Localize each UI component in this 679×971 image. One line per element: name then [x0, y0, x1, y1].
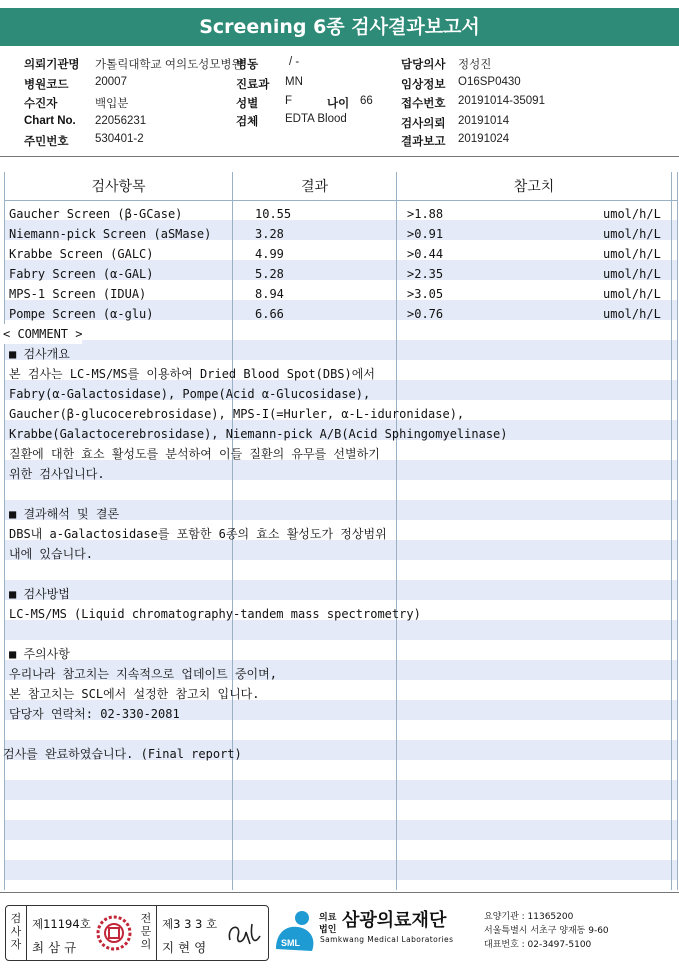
- comment-line: ■ 검사방법: [9, 587, 70, 601]
- row-ref: >0.76: [407, 307, 444, 321]
- row-item: Fabry Screen (α-GAL): [9, 267, 154, 281]
- table-row: [9, 204, 182, 224]
- logo-text: SML: [281, 938, 300, 948]
- table-row: [9, 304, 154, 324]
- sex-label: 성별: [236, 98, 259, 110]
- final-report-line: 검사를 완료하였습니다. (Final report): [3, 747, 242, 761]
- request-label: 검사의뢰: [401, 118, 446, 130]
- patient-value: 백입분: [95, 98, 129, 110]
- comment-line: ■ 주의사항: [9, 647, 70, 661]
- row-stripe: [5, 840, 677, 860]
- sml-logo-icon: [272, 909, 320, 955]
- comment-line: LC-MS/MS (Liquid chromatography-tandem mass spectrometry): [9, 607, 421, 621]
- chart-value: 22056231: [95, 115, 147, 127]
- row-unit: umol/h/L: [603, 307, 661, 321]
- comment-line: Gaucher(β-glucocerebrosidase), MPS-I(=Hurler, α-L-iduronidase),: [9, 407, 465, 421]
- comment-line: ■ 결과해석 및 결론: [9, 507, 120, 521]
- role1-char: 검: [10, 912, 22, 925]
- header-row-divider: [5, 200, 677, 201]
- sex-value: F: [285, 95, 293, 107]
- doctor-label: 담당의사: [401, 59, 446, 71]
- row-result: 6.66: [255, 307, 284, 321]
- role2-char: 의: [140, 938, 152, 951]
- row-stripe: [5, 640, 677, 660]
- row-result: 8.94: [255, 287, 284, 301]
- name1: 최 삼 규: [32, 940, 77, 955]
- row-ref: >0.44: [407, 247, 444, 261]
- accession-label: 접수번호: [401, 98, 446, 110]
- org-name: 삼광의료재단: [342, 910, 447, 931]
- col-header-item: 검사항목: [91, 179, 146, 195]
- comment-line: 본 검사는 LC-MS/MS를 이용하여 Dried Blood Spot(DBS)에서: [9, 367, 375, 381]
- role1-char: 사: [10, 925, 22, 938]
- role1-label: [9, 912, 23, 951]
- comment-line: 내에 있습니다.: [9, 547, 94, 561]
- row-stripe: [5, 780, 677, 800]
- role2-char: 전: [140, 912, 152, 925]
- comment-line: Fabry(α-Galactosidase), Pompe(Acid α-Glucosidase),: [9, 387, 371, 401]
- org-phone: 대표번호 : 02-3497-5100: [484, 940, 592, 950]
- row-ref: >2.35: [407, 267, 444, 281]
- id-value: 530401-2: [95, 133, 144, 145]
- row-stripe: [5, 860, 677, 880]
- chart-label: Chart No.: [24, 115, 76, 127]
- divider: [26, 906, 27, 960]
- comment-line: 본 참고치는 SCL에서 설정한 참고치 입니다.: [9, 687, 260, 701]
- clinical-label: 임상정보: [401, 79, 446, 91]
- age-label: 나이: [327, 98, 350, 110]
- row-item: Gaucher Screen (β-GCase): [9, 207, 183, 221]
- row-unit: umol/h/L: [603, 247, 661, 261]
- row-unit: umol/h/L: [603, 287, 661, 301]
- hospital-value: 가톨릭대학교 여의도성모병원: [95, 59, 243, 71]
- header-divider: [0, 156, 679, 157]
- report-date-value: 20191024: [458, 133, 510, 145]
- role2-char: 문: [140, 925, 152, 938]
- institution-code: 요양기관 : 11365200: [484, 912, 574, 922]
- report-title: Screening 6종 검사결과보고서: [0, 8, 679, 46]
- role1-char: 자: [10, 938, 22, 951]
- row-ref: >1.88: [407, 207, 444, 221]
- row-unit: umol/h/L: [603, 267, 661, 281]
- comment-line: ■ 검사개요: [9, 347, 70, 361]
- name2: 지 현 영: [162, 940, 207, 955]
- seal-stamp-icon: [96, 915, 132, 951]
- row-item: Krabbe Screen (GALC): [9, 247, 154, 261]
- row-unit: umol/h/L: [603, 207, 661, 221]
- signature-box: [5, 905, 269, 961]
- comment-line: 질환에 대한 효소 활성도를 분석하여 이들 질환의 유무를 선별하기: [9, 447, 380, 461]
- ward-label: 병동: [236, 59, 259, 71]
- license2: 제3 3 3 호: [162, 917, 218, 931]
- row-ref: >0.91: [407, 227, 444, 241]
- specimen-value: EDTA Blood: [285, 113, 347, 125]
- row-result: 5.28: [255, 267, 284, 281]
- row-stripe: [5, 800, 677, 820]
- patient-label: 수진자: [24, 98, 58, 110]
- row-result: 4.99: [255, 247, 284, 261]
- col-header-result: 결과: [300, 179, 329, 195]
- comment-line: 우리나라 참고치는 지속적으로 업데이트 중이며,: [9, 667, 277, 681]
- dept-label: 진료과: [236, 79, 270, 91]
- org-address: 서울특별시 서초구 양재동 9-60: [484, 926, 609, 936]
- org-name-en: Samkwang Medical Laboratories: [320, 935, 454, 944]
- comment-line: Krabbe(Galactocerebrosidase), Niemann-pick A/B(Acid Sphingomyelinase): [9, 427, 508, 441]
- row-stripe: [5, 820, 677, 840]
- footer: [0, 897, 679, 971]
- org-prefix-bottom: 법인: [319, 925, 337, 935]
- row-item: MPS-1 Screen (IDUA): [9, 287, 147, 301]
- id-label: 주민번호: [24, 136, 69, 148]
- row-item: Pompe Screen (α-glu): [9, 307, 154, 321]
- row-unit: umol/h/L: [603, 227, 661, 241]
- footer-divider: [0, 892, 679, 893]
- report-date-label: 결과보고: [401, 136, 446, 148]
- column-divider: [396, 172, 397, 890]
- table-row: [9, 264, 154, 284]
- row-ref: >3.05: [407, 287, 444, 301]
- comment-line: DBS내 a-Galactosidase를 포함한 6종의 효소 활성도가 정상범위: [9, 527, 387, 541]
- request-value: 20191014: [458, 115, 510, 127]
- code-value: 20007: [95, 76, 127, 88]
- age-value: 66: [360, 95, 373, 107]
- row-stripe: [5, 480, 677, 500]
- column-divider: [671, 172, 672, 890]
- table-row: [9, 244, 154, 264]
- comment-header: < COMMENT >: [3, 324, 82, 344]
- hospital-label: 의뢰기관명: [24, 59, 80, 71]
- divider: [156, 906, 157, 960]
- comment-line: 위한 검사입니다.: [9, 467, 105, 481]
- row-stripe: [5, 340, 677, 360]
- row-stripe: [5, 560, 677, 580]
- table-row: [9, 284, 146, 304]
- row-stripe: [5, 580, 677, 600]
- row-item: Niemann-pick Screen (aSMase): [9, 227, 212, 241]
- doctor-value: 정성진: [458, 59, 492, 71]
- table-row: [9, 224, 211, 244]
- clinical-value: O16SP0430: [458, 76, 521, 88]
- signature-icon: [224, 918, 264, 952]
- accession-value: 20191014-35091: [458, 95, 545, 107]
- role2-label: [139, 912, 153, 951]
- comment-line: 담당자 연락처: 02-330-2081: [9, 707, 180, 721]
- org-prefix-top: 의료: [319, 913, 337, 923]
- specimen-label: 검체: [236, 116, 259, 128]
- code-label: 병원코드: [24, 79, 69, 91]
- results-table: [4, 172, 678, 890]
- col-header-ref: 참고치: [513, 179, 555, 195]
- dept-value: MN: [285, 76, 303, 88]
- row-result: 10.55: [255, 207, 292, 221]
- license1: 제11194호: [32, 917, 91, 931]
- row-result: 3.28: [255, 227, 284, 241]
- ward-value: / -: [289, 56, 300, 68]
